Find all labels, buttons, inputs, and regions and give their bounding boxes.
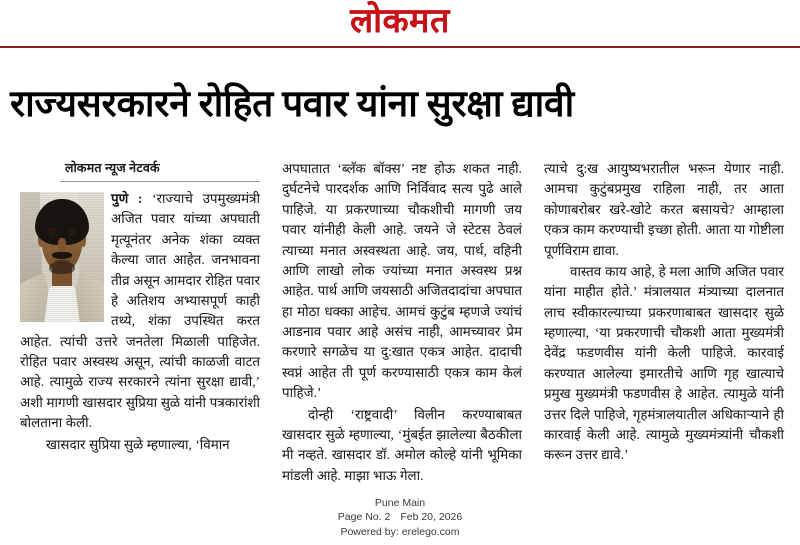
paragraph-text: अपघातात ‘ब्लॅक बॉक्स’ नष्ट होऊ शकत नाही. दुर्घटनेचे पारदर्शक आणि निर्विवाद सत्य पुढे आले पाहिजे. या प्रकरणाच्या चौकशीची मागणी जय पवार यांनीही केली आहे. जयने जे स्टेटस ठेवलं त्याच्या मनात अस्वस्थता आहे. जय, पार्थ, वहिनी आणि लाखो लोक ज्यांच्या मनात अस्वस्थ प्रश्न आहेत. पार्थ आणि जयसाठी अजितदादांचा अपघात हा मोठा धक्का आहेच. आमचं कुटुंब म्हणजे ज्यांचं आडनाव पवार आहे असंच नाही, आमच्यावर प्रेम करणारे सगळेच या दु:खात एकत्र आहेत. दादाची स्वप्नं आहेत ती पूर्ण करण्यासाठी एकत्र काम केलं पाहिजे.’ <box>282 161 522 401</box>
paragraph <box>544 262 784 466</box>
byline-divider <box>60 181 260 182</box>
article-column-1 <box>20 159 260 455</box>
dateline: पुणे : <box>111 191 153 206</box>
paragraph-text: दोन्ही ‘राष्ट्रवादी’ विलीन करण्याबाबत खासदार सुळे म्हणाल्या, ‘मुंबईत झालेल्या बैठकीला मी नव्हते. खासदार डॉ. अमोल कोल्हे यांनी भूमिका मांडली आहे. माझा भाऊ गेला. <box>282 406 522 483</box>
paragraph-text: वास्तव काय आहे, हे मला आणि अजित पवार यांना माहीत होते.’ मंत्रालयात मंत्र्याच्या दालनात लाच स्वीकारल्याच्या प्रकरणाबाबत खासदार सुळे म्हणाल्या, ‘या प्रकरणाची चौकशी आता मुख्यमंत्री देवेंद्र फडणवीस यांनी केली पाहिजे. कारवाई करण्यात आलेल्या इमारतीचे आणि गृह खात्याचे प्रमुख मुख्यमंत्री फडणवीस हे आहेत. त्यामुळे यांनी उत्तर दिले पाहिजे, गृहमंत्रालयातील अधिकाऱ्याने ही कारवाई केली आहे. त्यामुळे मुख्यमंत्र्यांनी चौकशी करून उत्तर द्यावे.’ <box>544 263 784 463</box>
paragraph <box>282 159 522 404</box>
footer-page-number: Page No. 2 <box>337 511 391 524</box>
article-headline: राज्यसरकारने रोहित पवार यांना सुरक्षा द्यावी <box>10 83 575 125</box>
footer-meta <box>0 510 800 524</box>
masthead <box>0 0 800 46</box>
rohit-pawar-photo <box>20 192 104 322</box>
article-column-2 <box>282 159 522 486</box>
footer-date: Feb 20, 2026 <box>400 511 463 524</box>
photo-grain-overlay <box>20 192 104 322</box>
footer-edition: Pune Main <box>374 496 426 509</box>
headline-container <box>0 48 800 152</box>
lokmat-logo: लोकमत <box>350 3 450 40</box>
page-footer <box>0 496 800 539</box>
paragraph <box>20 435 260 455</box>
paragraph-text: ‘राज्याचे उपमुख्यमंत्री अजित पवार यांच्या अपघाती मृत्यूनंतर अनेक शंका व्यक्त केल्या जात आहेत. जनभावना तीव्र असून आमदार रोहित पवार हे अतिशय अभ्यासपूर्ण काही तथ्ये, शंका उपस्थित करत आहेत. त्यांची उत्तरे जनतेला मिळाली पाहिजेत. रोहित पवार अस्वस्थ असून, त्यांची काळजी वाटत आहे. त्यामुळे राज्य सरकारने त्यांना सुरक्षा द्यावी,’ अशी मागणी खासदार सुप्रिया सुळे यांनी पत्रकारांशी बोलताना केली. <box>20 191 260 431</box>
article-body <box>0 152 800 486</box>
paragraph <box>544 159 784 261</box>
byline: लोकमत न्यूज नेटवर्क <box>65 161 160 175</box>
paragraph-text: त्याचे दु:ख आयुष्यभरातील भरून येणार नाही. आमचा कुटुंबप्रमुख राहिला नाही, तर आता कोणाबरोबर खरे-खोटे करत बसायचे? आम्हाला एकत्र काम करण्याची इच्छा होती. आता या गोष्टीला पूर्णविराम द्यावा. <box>544 161 784 258</box>
paragraph <box>20 189 260 434</box>
article-column-3 <box>544 159 784 466</box>
paragraph <box>282 405 522 487</box>
paragraph-text: खासदार सुप्रिया सुळे म्हणाल्या, ‘विमान <box>46 436 230 452</box>
footer-powered-by: Powered by: erelego.com <box>340 525 460 538</box>
